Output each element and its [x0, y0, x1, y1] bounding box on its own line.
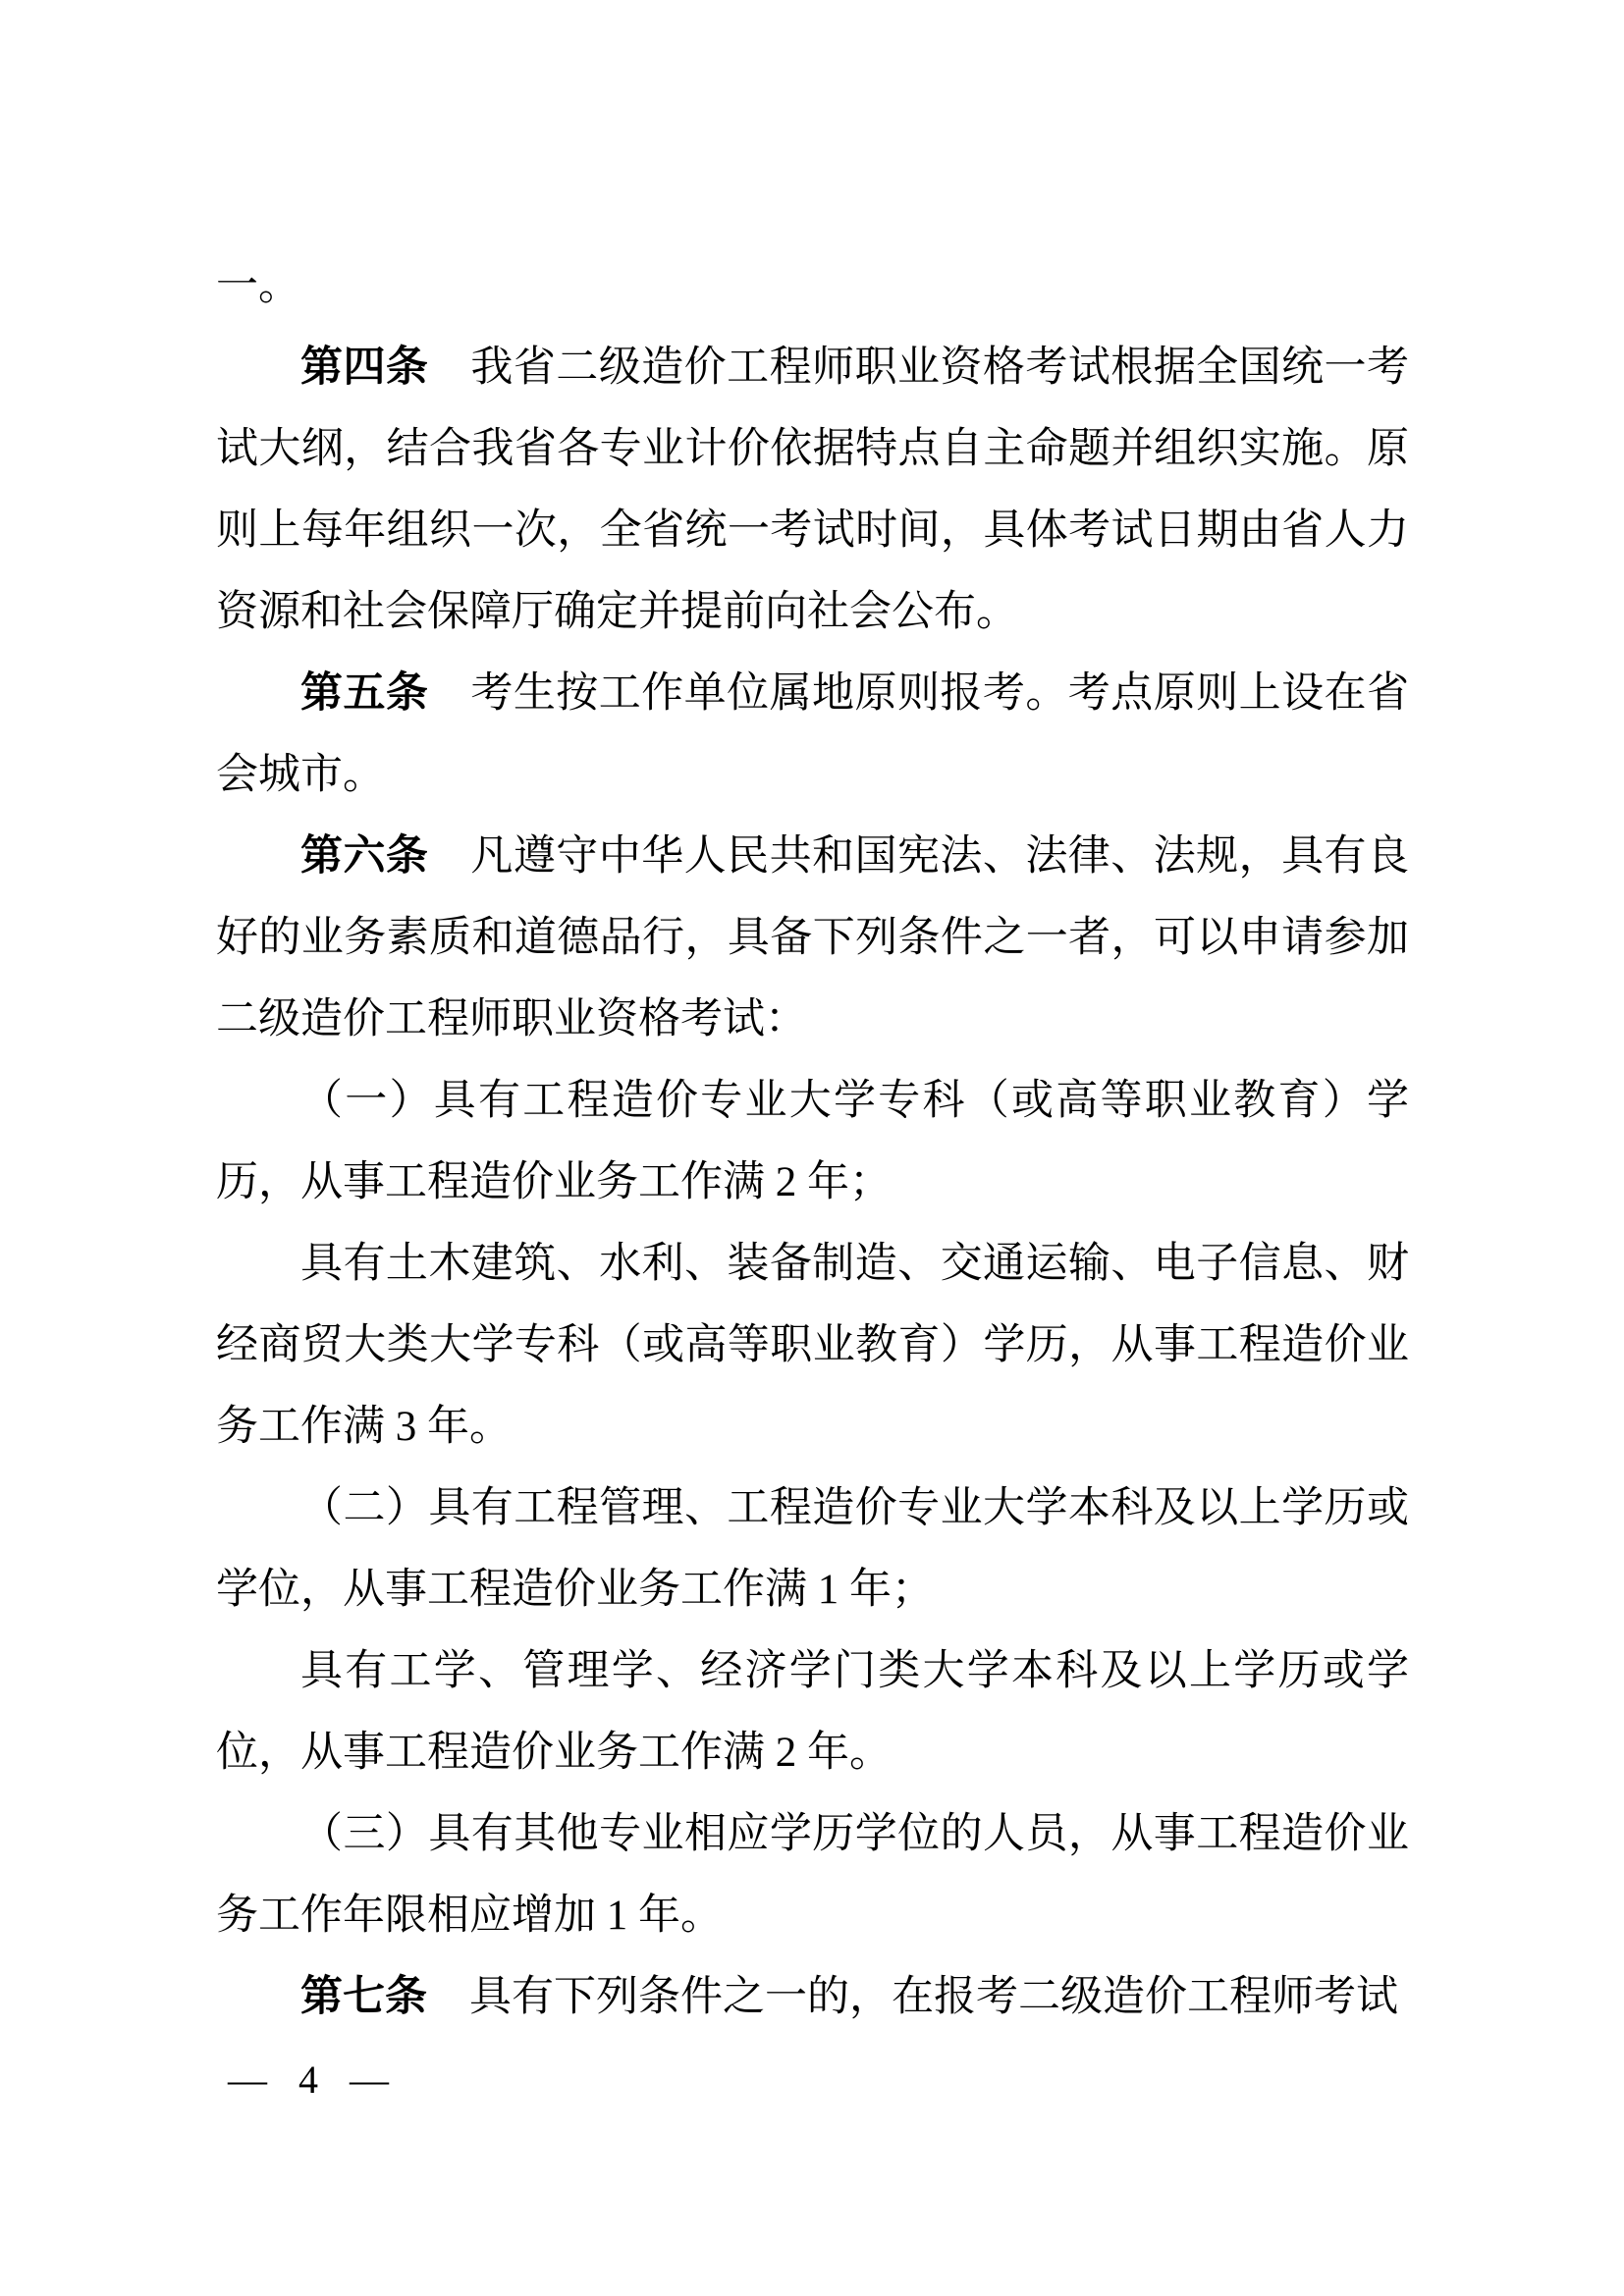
paragraph-text: 考生按工作单位属地原则报考。考点原则上设在省会城市。 [216, 670, 1409, 798]
paragraph-continuation [216, 245, 1409, 327]
article-4-paragraph [216, 327, 1409, 653]
document-body [216, 245, 1409, 2038]
item-2-paragraph [216, 1468, 1409, 1630]
item-2-extra-paragraph [216, 1630, 1409, 1793]
paragraph-text: 具有工学、管理学、经济学门类大学本科及以上学历或学位，从事工程造价业务工作满 2 年。 [216, 1648, 1409, 1776]
paragraph-text: 凡遵守中华人民共和国宪法、法律、法规，具有良好的业务素质和道德品行，具备下列条件之一者，可以申请参加二级造价工程师职业资格考试： [216, 833, 1409, 1042]
article-6-label: 第六条 [300, 832, 429, 880]
paragraph-text: 我省二级造价工程师职业资格考试根据全国统一考试大纲，结合我省各专业计价依据特点自主命题并组织实施。原则上每年组织一次，全省统一考试时间，具体考试日期由省人力资源和社会保障厅确定并提前向社会公布。 [216, 345, 1409, 635]
article-6-paragraph [216, 816, 1409, 1060]
item-1-paragraph [216, 1060, 1409, 1223]
article-4-label: 第四条 [300, 344, 429, 391]
paragraph-text: （二）具有工程管理、工程造价专业大学本科及以上学历或学位，从事工程造价业务工作满 1 年； [216, 1485, 1409, 1613]
article-5-paragraph [216, 653, 1409, 816]
paragraph-text: （一）具有工程造价专业大学专科（或高等职业教育）学历，从事工程造价业务工作满 2 年； [216, 1078, 1409, 1205]
item-3-paragraph [216, 1793, 1409, 1956]
paragraph-text: 一。 [216, 263, 300, 309]
item-1-extra-paragraph [216, 1223, 1409, 1468]
paragraph-text: 具有土木建筑、水利、装备制造、交通运输、电子信息、财经商贸大类大学专科（或高等职业教育）学历，从事工程造价业务工作满 3 年。 [216, 1241, 1409, 1450]
article-7-paragraph [216, 1956, 1409, 2038]
paragraph-text: （三）具有其他专业相应学历学位的人员，从事工程造价业务工作年限相应增加 1 年。 [216, 1811, 1409, 1939]
article-5-label: 第五条 [300, 669, 429, 717]
paragraph-text: 具有下列条件之一的，在报考二级造价工程师考试 [469, 1974, 1398, 2020]
article-7-label: 第七条 [300, 1973, 427, 2020]
page-number: — 4 — [228, 2057, 395, 2102]
